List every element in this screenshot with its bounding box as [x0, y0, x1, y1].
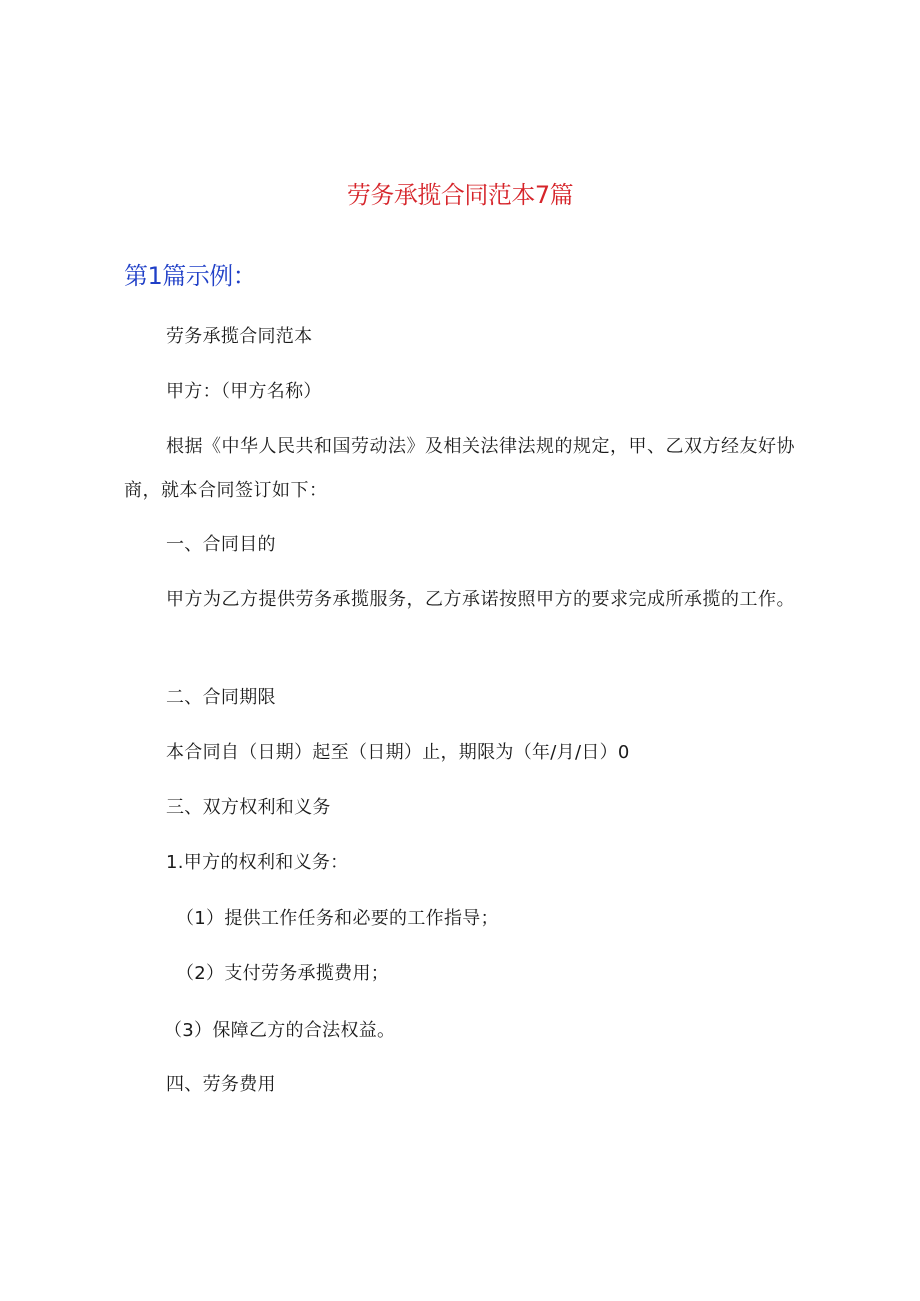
clause-2-heading: 二、合同期限: [166, 687, 276, 708]
clause-1-paragraph: 甲方为乙方提供劳务承揽服务，乙方承诺按照甲方的要求完成所承揽的工作。: [166, 589, 795, 610]
clause-3-item-3: （3）保障乙方的合法权益。: [164, 1020, 396, 1041]
clause-4-heading: 四、劳务费用: [166, 1074, 276, 1095]
contract-title: 劳务承揽合同范本: [166, 326, 313, 347]
document-title: 劳务承揽合同范本7篇: [346, 181, 574, 209]
preamble-paragraph: 根据《中华人民共和国劳动法》及相关法律法规的规定，甲、乙双方经友好协商，就本合同签订如下：: [124, 436, 795, 501]
section-heading: 第1篇示例：: [124, 262, 257, 290]
clause-3-subheading: 1.甲方的权利和义务：: [166, 852, 349, 873]
clause-1-heading: 一、合同目的: [166, 534, 276, 555]
clause-3-heading: 三、双方权利和义务: [166, 797, 331, 818]
clause-3-item-2: （2）支付劳务承揽费用；: [176, 963, 390, 984]
party-a-line: 甲方：（甲方名称）: [166, 381, 322, 402]
clause-2-paragraph: 本合同自（日期）起至（日期）止，期限为（年/月/日）0: [166, 742, 630, 763]
clause-3-item-1: （1）提供工作任务和必要的工作指导；: [176, 908, 499, 929]
